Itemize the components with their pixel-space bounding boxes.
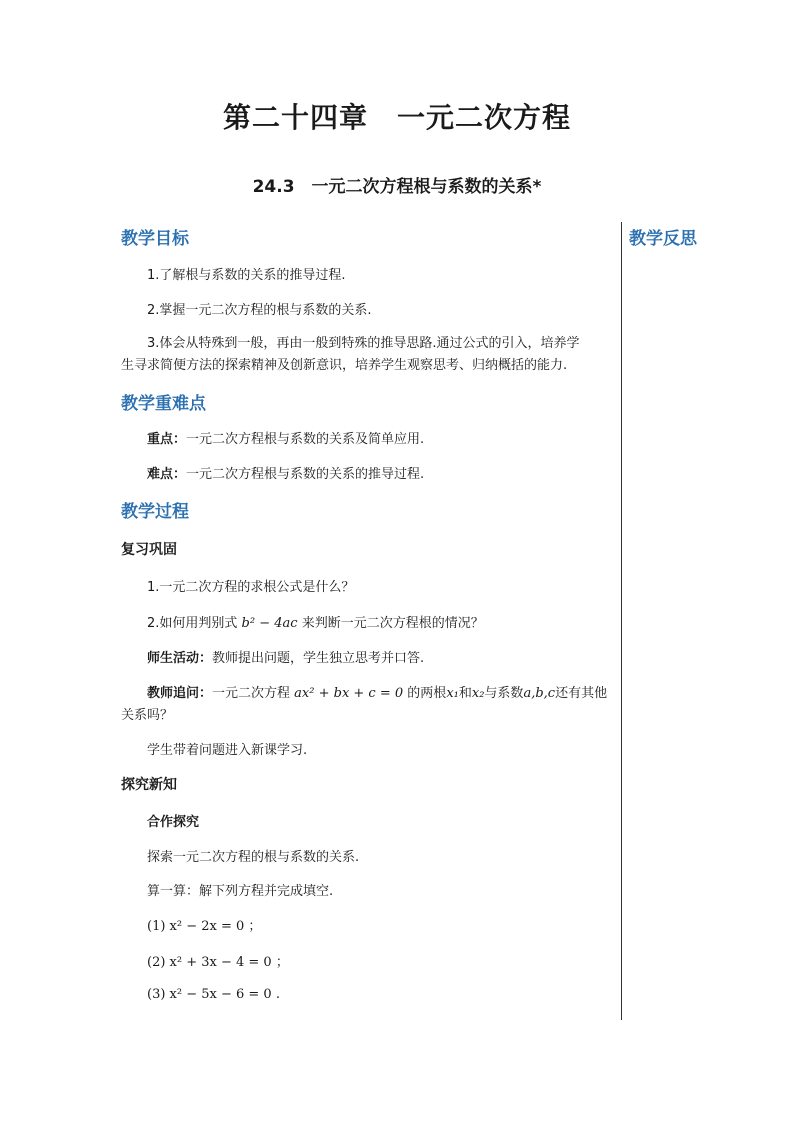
- review-question-2: 2.如何用判别式 b² − 4ac 来判断一元二次方程根的情况？: [147, 616, 484, 631]
- root-x2: x₂: [471, 686, 485, 701]
- coefficients: a,b,c: [523, 686, 556, 701]
- key-point-line: [147, 428, 424, 447]
- followup-label: 教师追问：: [147, 686, 213, 701]
- root-x1: x₁: [446, 686, 459, 701]
- activity-text: 教师提出问题，学生独立思考并口答.: [212, 651, 425, 666]
- explore-task: 算一算：解下列方程并完成填空.: [147, 884, 334, 899]
- key-point-label: 重点：: [147, 432, 187, 447]
- section-title: 24.3 一元二次方程根与系数的关系*: [252, 177, 542, 197]
- key-points-heading: 教学重难点: [121, 394, 206, 414]
- cooperative-heading: 合作探究: [147, 815, 200, 830]
- activity-line: [147, 647, 424, 666]
- objective-item-2: 2.掌握一元二次方程的根与系数的关系.: [147, 303, 372, 318]
- objective-item-3-line-1: 3.体会从特殊到一般，再由一般到特殊的推导思路.通过公式的引入，培养学: [147, 336, 580, 351]
- reflection-heading: 教学反思: [629, 229, 697, 249]
- students-line: 学生带着问题进入新课学习.: [147, 743, 308, 758]
- column-divider: [621, 222, 622, 1020]
- discriminant-formula: b² − 4ac: [241, 616, 298, 631]
- objective-item-1: 1.了解根与系数的关系的推导过程.: [147, 268, 346, 283]
- objective-item-3-line-2: 生寻求简便方法的探索精神及创新意识，培养学生观察思考、归纳概括的能力.: [121, 358, 568, 373]
- chapter-title: 第二十四章 一元二次方程: [222, 101, 571, 134]
- equation-1: (1) x² − 2x = 0 ；: [147, 919, 262, 934]
- difficult-point-text: 一元二次方程根与系数的关系的推导过程.: [186, 467, 425, 482]
- followup-line-2: 关系吗？: [121, 708, 174, 723]
- activity-label: 师生活动：: [147, 651, 213, 666]
- followup-line: 教师追问：一元二次方程 ax² + bx + c = 0 的两根x₁和x₂与系数a,b,c还有其他: [147, 686, 608, 701]
- process-heading: 教学过程: [121, 502, 189, 522]
- difficult-point-label: 难点：: [147, 467, 187, 482]
- explore-intro: 探索一元二次方程的根与系数的关系.: [147, 850, 360, 865]
- equation-3: (3) x² − 5x − 6 = 0 .: [147, 987, 280, 1002]
- key-point-text: 一元二次方程根与系数的关系及简单应用.: [186, 432, 425, 447]
- review-heading: 复习巩固: [121, 542, 177, 558]
- explore-heading: 探究新知: [121, 777, 177, 793]
- objectives-heading: 教学目标: [121, 229, 189, 249]
- equation-2: (2) x² + 3x − 4 = 0 ；: [147, 955, 289, 970]
- difficult-point-line: [147, 463, 424, 482]
- quadratic-equation: ax² + bx + c = 0: [294, 686, 404, 701]
- review-question-1: 1.一元二次方程的求根公式是什么？: [147, 580, 355, 595]
